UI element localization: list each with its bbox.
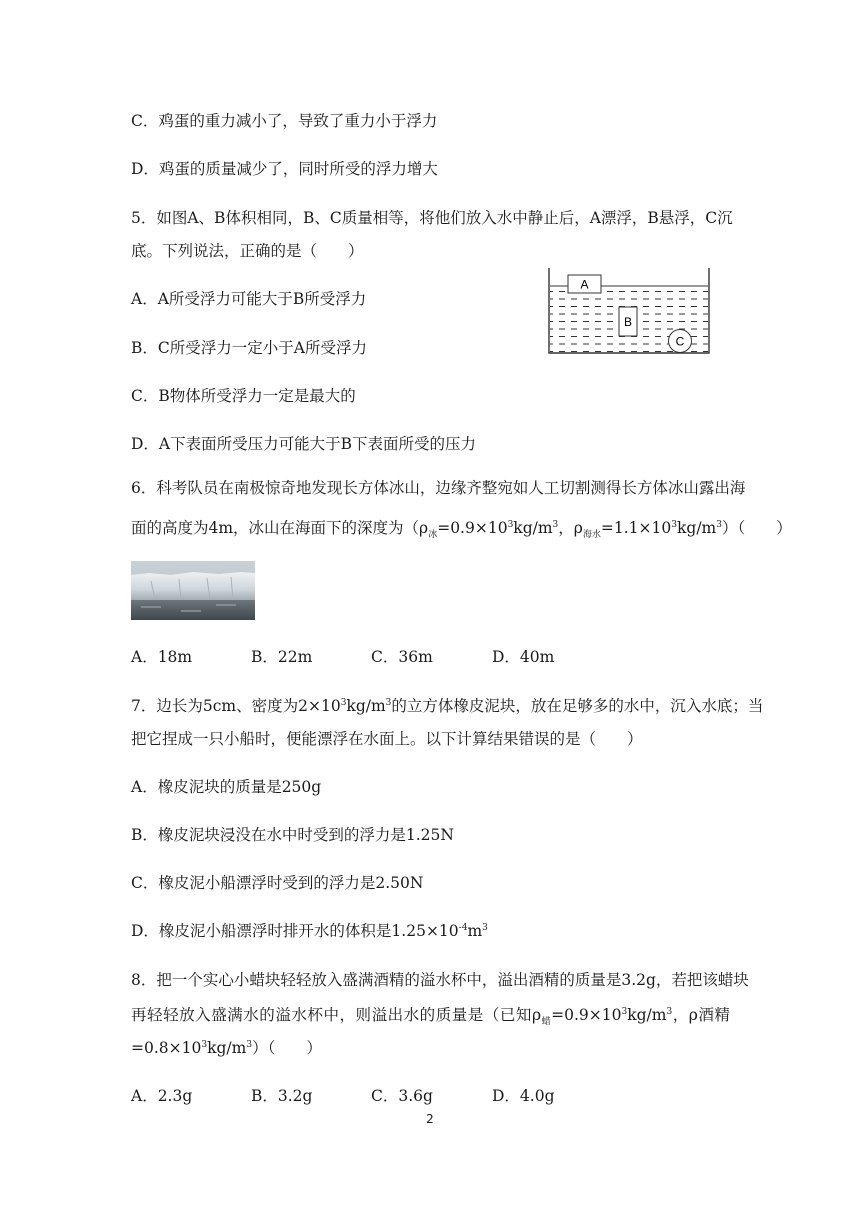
q5-option-c: C．B物体所受浮力一定是最大的 — [131, 387, 356, 405]
q8-option-d: D．4.0g — [492, 1087, 555, 1105]
block-b — [619, 307, 637, 336]
q8-stem-line1: 8．把一个实心小蜡块轻轻放入盛满酒精的溢水杯中，溢出酒精的质量是3.2g，若把该蜡块 — [131, 971, 749, 989]
q7-stem-line2: 把它捏成一只小船时，便能漂浮在水面上。以下计算结果错误的是（ ） — [131, 730, 643, 748]
q6-option-c: C．36m — [371, 648, 433, 666]
block-b-label: B — [623, 315, 633, 329]
iceberg-photo — [131, 561, 255, 620]
q6-option-b: B．22m — [251, 648, 313, 666]
ball-c — [669, 330, 692, 353]
q7-option-d: D．橡皮泥小船漂浮时排开水的体积是$1.25\times 10^{-4}m^3$ — [131, 922, 488, 940]
q8-stem-line3: $=0.8\times 10^3kg/m^3$）（ ） — [131, 1039, 322, 1057]
q6-stem-line2: 面的高度为4m，冰山在海面下的深度为（$\rho_冰=0.9\times 10^3kg/m^3$，$\rho_{海水}=1.1\times 10^3kg/m^3$）（ ） — [131, 519, 792, 541]
q7-option-c: C．橡皮泥小船漂浮时受到的浮力是2.50N — [131, 874, 424, 892]
q7-option-a: A．橡皮泥块的质量是250g — [131, 778, 322, 796]
q5-stem-line1: 5．如图A、B体积相同，B、C质量相等，将他们放入水中静止后，A漂浮，B悬浮，C沉 — [131, 209, 733, 227]
q8-option-c: C．3.6g — [371, 1087, 433, 1105]
block-a-label: A — [580, 277, 589, 292]
q5-stem-line2: 底。下列说法，正确的是（ ） — [131, 242, 364, 260]
q5-container-figure — [546, 266, 712, 356]
q5-option-b: B．C所受浮力一定小于A所受浮力 — [131, 339, 367, 357]
q5-option-d: D．A下表面所受压力可能大于B下表面所受的压力 — [131, 435, 477, 453]
q6-option-a: A．18m — [131, 648, 193, 666]
q8-option-a: A．2.3g — [131, 1087, 193, 1105]
q6-option-d: D．40m — [492, 648, 555, 666]
q5-option-a: A．A所受浮力可能大于B所受浮力 — [131, 290, 367, 308]
page-number: 2 — [426, 1112, 434, 1126]
q6-stem-line1: 6．科考队员在南极惊奇地发现长方体冰山，边缘齐整宛如人工切割测得长方体冰山露出海 — [131, 479, 746, 497]
q8-option-b: B．3.2g — [251, 1087, 313, 1105]
q4-option-d: D．鸡蛋的质量减少了，同时所受的浮力增大 — [131, 160, 438, 178]
q7-stem-line1: 7．边长为5cm、密度为$2\times 10^3kg/m^3$的立方体橡皮泥块，放在足够多的水中，沉入水底；当 — [131, 697, 764, 715]
ball-c-label: C — [675, 334, 685, 349]
q8-stem-line2: 再轻轻放入盛满水的溢水杯中，则溢出水的质量是（已知$\rho_蜡=0.9\times 10^3kg/m^3$，ρ酒精 — [131, 1006, 730, 1028]
q4-option-c: C．鸡蛋的重力减小了，导致了重力小于浮力 — [131, 112, 438, 130]
q7-option-b: B．橡皮泥块浸没在水中时受到的浮力是1.25N — [131, 826, 454, 844]
block-a — [568, 275, 601, 293]
